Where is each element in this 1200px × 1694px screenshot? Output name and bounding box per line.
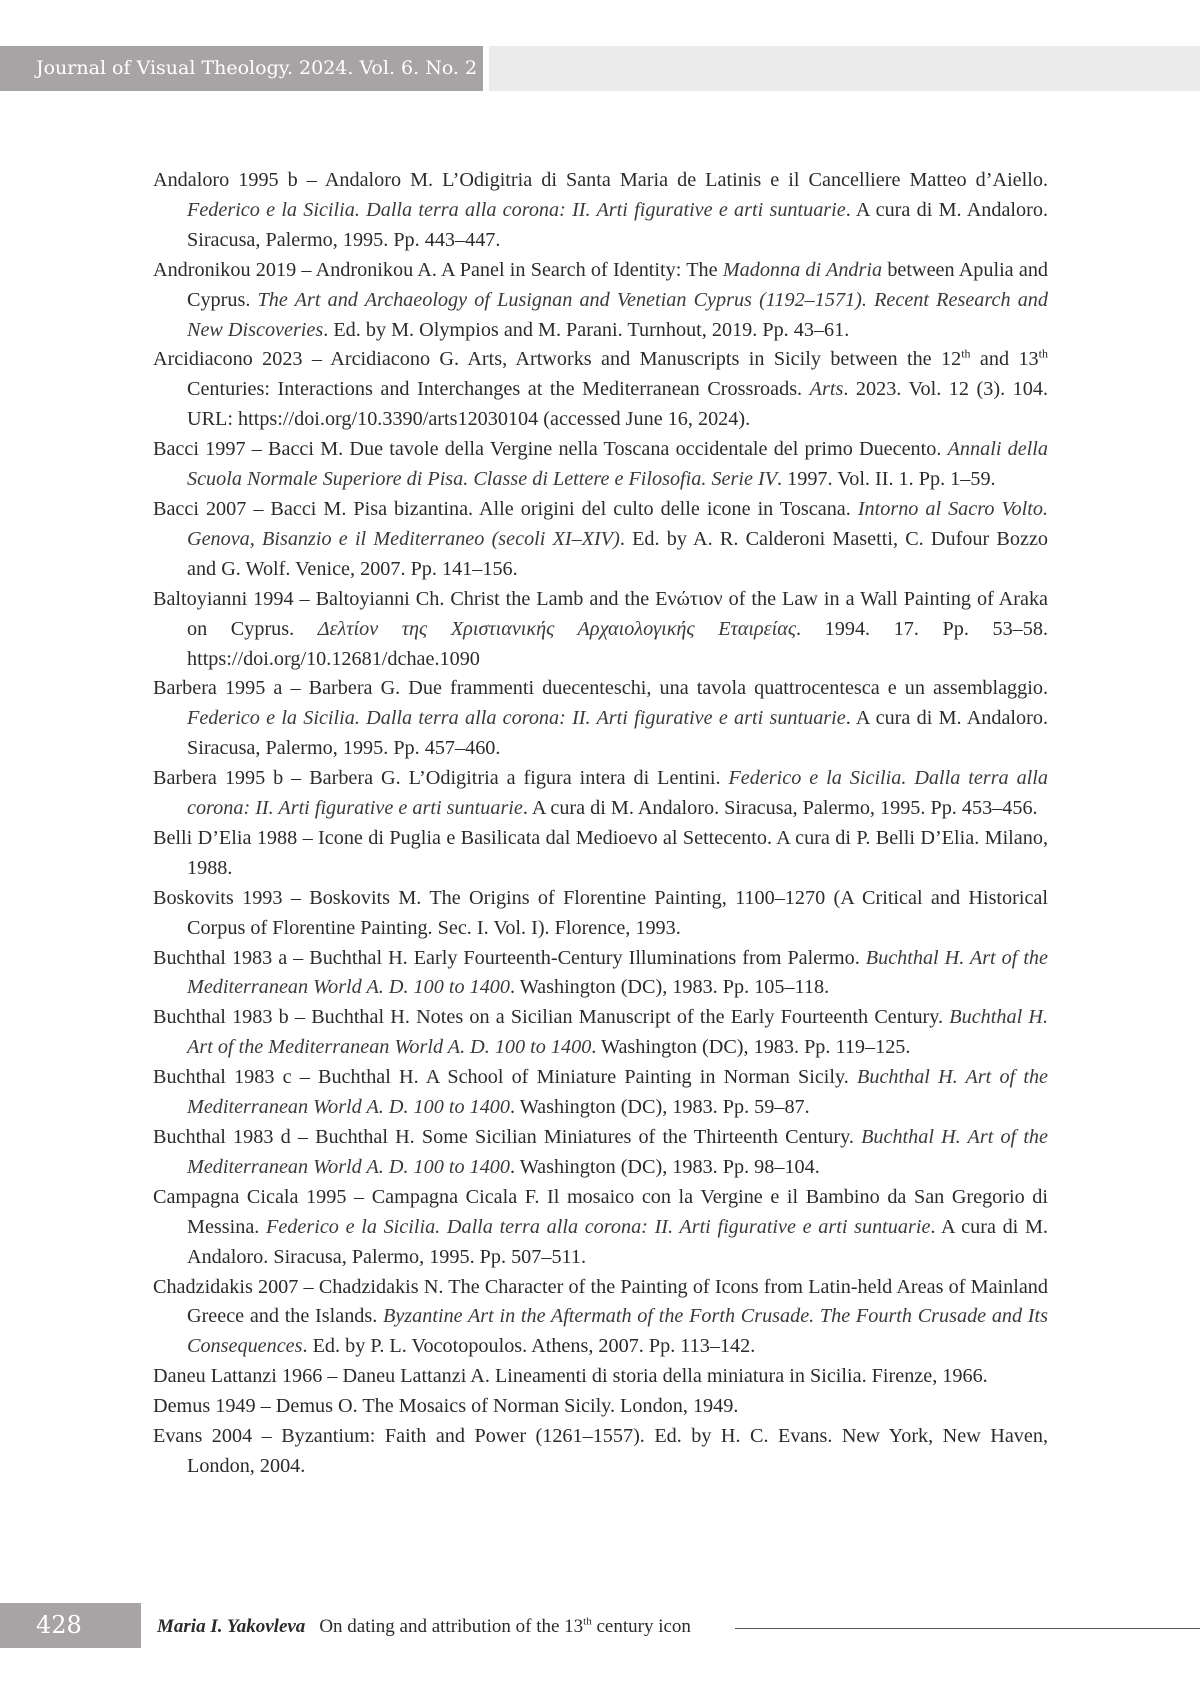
running-header	[0, 46, 1200, 91]
reference-entry: Daneu Lattanzi 1966 – Daneu Lattanzi A. Lineamenti di storia della miniatura in Sicilia. Firenze, 1966.	[153, 1365, 988, 1388]
reference-entry: Boskovits 1993 – Boskovits M. The Origins of Florentine Painting, 1100–1270 (A Critical and Historical Corpus of Florentine Painting. Sec. I. Vol. I). Florence, 1993.	[153, 886, 1048, 939]
reference-list	[153, 166, 1048, 1482]
journal-title: Journal of Visual Theology. 2024. Vol. 6. No. 2	[0, 46, 483, 91]
reference-entry: Baltoyianni 1994 – Baltoyianni Ch. Christ the Lamb and the Ενώτιον of the Law in a Wall Painting of Araka on Cyprus. Δελτίον της Χριστιανικής Αρχαιολογικής Εταιρείας. 1994. 17. Pp. 53–58. https://doi.org/10.12681/dchae.1090	[153, 587, 1049, 670]
reference-entry: Campagna Cicala 1995 – Campagna Cicala F. Il mosaico con la Vergine e il Bambino da San Gregorio di Messina. Federico e la Sicilia. Dalla terra alla corona: II. Arti figurative e arti suntuarie. A cura di M. Andaloro. Siracusa, Palermo, 1995. Pp. 507–511.	[153, 1185, 1048, 1268]
footer-rule	[735, 1628, 1200, 1629]
reference-entry: Chadzidakis 2007 – Chadzidakis N. The Character of the Painting of Icons from Latin-held Areas of Mainland Greece and the Islands. Byzantine Art in the Aftermath of the Forth Crusade. The Fourth Crusade and Its Consequences. Ed. by P. L. Vocotopoulos. Athens, 2007. Pp. 113–142.	[153, 1275, 1048, 1358]
reference-entry: Demus 1949 – Demus O. The Mosaics of Norman Sicily. London, 1949.	[153, 1395, 739, 1418]
reference-entry: Buchthal 1983 b – Buchthal H. Notes on a Sicilian Manuscript of the Early Fourteenth Century. Buchthal H. Art of the Mediterranean World A. D. 100 to 1400. Washington (DC), 1983. Pp. 119–125.	[153, 1006, 1048, 1059]
reference-entry: Evans 2004 – Byzantium: Faith and Power (1261–1557). Ed. by H. C. Evans. New York, New Haven, London, 2004.	[153, 1425, 1048, 1477]
reference-entry: Buchthal 1983 a – Buchthal H. Early Fourteenth-Century Illuminations from Palermo. Buchthal H. Art of the Mediterranean World A. D. 100 to 1400. Washington (DC), 1983. Pp. 105–118.	[153, 946, 1048, 999]
header-bar	[489, 46, 1200, 91]
reference-entry: Andaloro 1995 b – Andaloro M. L’Odigitria di Santa Maria de Latinis e il Cancelliere Matteo d’Aiello. Federico e la Sicilia. Dalla terra alla corona: II. Arti figurative e arti suntuarie. A cura di M. Andaloro. Siracusa, Palermo, 1995. Pp. 443–447.	[153, 169, 1048, 251]
reference-entry: Bacci 1997 – Bacci M. Due tavole della Vergine nella Toscana occidentale del primo Duecento. Annali della Scuola Normale Superiore di Pisa. Classe di Lettere e Filosofia. Serie IV. 1997. Vol. II. 1. Pp. 1–59.	[153, 438, 1048, 491]
reference-entry: Barbera 1995 a – Barbera G. Due frammenti duecenteschi, una tavola quattrocentesca e un assemblaggio. Federico e la Sicilia. Dalla terra alla corona: II. Arti figurative e arti suntuarie. A cura di M. Andaloro. Siracusa, Palermo, 1995. Pp. 457–460.	[153, 677, 1048, 760]
reference-entry: Buchthal 1983 c – Buchthal H. A School of Miniature Painting in Norman Sicily. Buchthal H. Art of the Mediterranean World A. D. 100 to 1400. Washington (DC), 1983. Pp. 59–87.	[153, 1066, 1048, 1119]
reference-entry: Andronikou 2019 – Andronikou A. A Panel in Search of Identity: The Madonna di Andria between Apulia and Cyprus. The Art and Archaeology of Lusignan and Venetian Cyprus (1192–1571). Recent Research and New Discoveries. Ed. by M. Olympios and M. Parani. Turnhout, 2019. Pp. 43–61.	[153, 258, 1049, 341]
reference-entry: Buchthal 1983 d – Buchthal H. Some Sicilian Miniatures of the Thirteenth Century. Buchthal H. Art of the Mediterranean World A. D. 100 to 1400. Washington (DC), 1983. Pp. 98–104.	[153, 1126, 1048, 1178]
reference-entry: Bacci 2007 – Bacci M. Pisa bizantina. Alle origini del culto delle icone in Toscana. Intorno al Sacro Volto. Genova, Bisanzio e il Mediterraneo (secoli XI–XIV). Ed. by A. R. Calderoni Masetti, C. Dufour Bozzo and G. Wolf. Venice, 2007. Pp. 141–156.	[153, 497, 1048, 580]
reference-entry: Arcidiacono 2023 – Arcidiacono G. Arts, Artworks and Manuscripts in Sicily between the 12th and 13th Centuries: Interactions and Interchanges at the Mediterranean Crossroads. Arts. 2023. Vol. 12 (3). 104. URL: https://doi.org/10.3390/arts12030104 (accessed June 16, 2024).	[153, 346, 1049, 431]
footer-author: Maria I. Yakovleva	[157, 1616, 306, 1637]
reference-entry: Belli D’Elia 1988 – Icone di Puglia e Basilicata dal Medioevo al Settecento. A cura di P. Belli D’Elia. Milano, 1988.	[153, 826, 1048, 879]
running-footer	[157, 1613, 691, 1641]
footer-article-title: On dating and attribution of the 13th century icon	[319, 1615, 691, 1637]
reference-entry: Barbera 1995 b – Barbera G. L’Odigitria a figura intera di Lentini. Federico e la Sicilia. Dalla terra alla corona: II. Arti figurative e arti suntuarie. A cura di M. Andaloro. Siracusa, Palermo, 1995. Pp. 453–456.	[153, 767, 1048, 820]
page-number: 428	[0, 1603, 141, 1648]
